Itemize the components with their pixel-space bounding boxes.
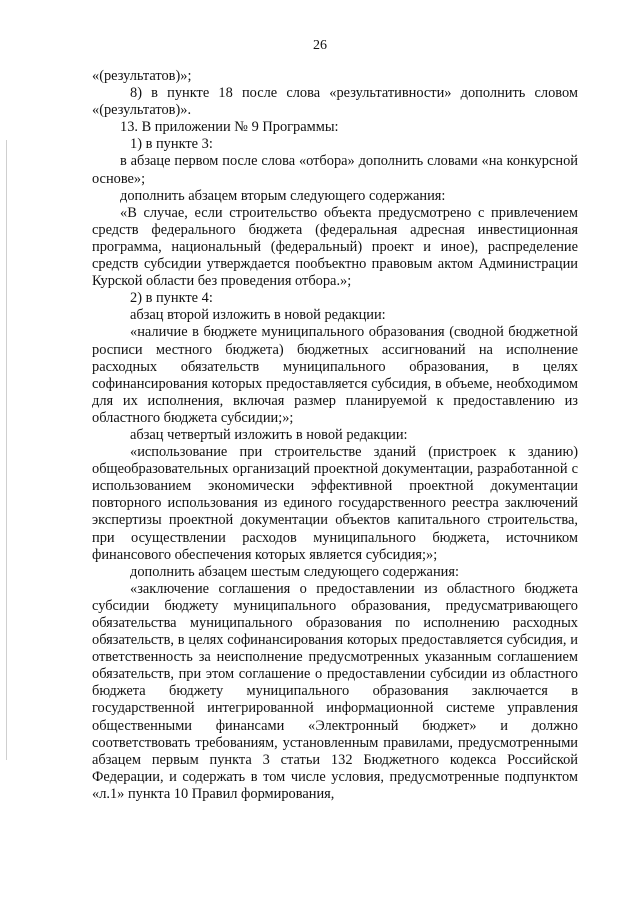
- paragraph: «В случае, если строительство объекта предусмотрено с привлечением средств федерального бюджета (федеральная адресная инвестиционная программа, национальный (федеральный) проект и иное), распределение средств субсидии утверждается пообъектно правовым актом Администрации Курской области без проведения отбора.»;: [92, 204, 578, 290]
- paragraph: «наличие в бюджете муниципального образования (сводной бюджетной росписи местного бюджета) бюджетных ассигнований на исполнение расходных обязательств муниципального образования, в целях софинансирования которых предоставляется субсидия, в объеме, необходимом для их исполнения, включая размер планируемой к предоставлению из областного бюджета субсидии;»;: [92, 324, 578, 426]
- paragraph: дополнить абзацем шестым следующего содержания:: [130, 563, 459, 580]
- document-body: [92, 68, 578, 803]
- paragraph: 1) в пункте 3:: [130, 136, 213, 153]
- paragraph: 2) в пункте 4:: [130, 290, 213, 307]
- page-number: 26: [313, 38, 327, 53]
- paragraph: «использование при строительстве зданий (пристроек к зданию) общеобразовательных организаций проектной документации, разработанной с использованием экономически эффективной проектной документации повторного использования из единого государственного реестра заключений экспертизы проектной документации объектов капитального строительства, при осуществлении расходов муниципального бюджета, источником финансового обеспечения которых является субсидия;»;: [92, 444, 578, 563]
- scan-edge-line: [6, 140, 7, 760]
- paragraph: 8) в пункте 18 после слова «результативности» дополнить словом «(результатов)».: [92, 85, 578, 119]
- paragraph: 13. В приложении № 9 Программы:: [120, 119, 339, 136]
- paragraph: абзац второй изложить в новой редакции:: [130, 307, 386, 324]
- paragraph: дополнить абзацем вторым следующего содержания:: [120, 187, 446, 204]
- paragraph: «(результатов)»;: [92, 68, 192, 84]
- paragraph: в абзаце первом после слова «отбора» дополнить словами «на конкурсной основе»;: [92, 153, 578, 187]
- paragraph: «заключение соглашения о предоставлении из областного бюджета субсидии бюджету муниципального образования, предусматривающего обязательства муниципального образования по исполнению расходных обязательств, в целях софинансирования которых предоставляется субсидия, и ответственность за неисполнение предусмотренных указанным соглашением обязательств, при этом соглашение о предоставлении субсидии из областного бюджета бюджету муниципального образования заключается в государственной интегрированной информационной системе управления общественными финансами «Электронный бюджет» и должно соответствовать требованиям, установленным правилами, предусмотренными абзацем первым пункта 3 статьи 132 Бюджетного кодекса Российской Федерации, и содержать в том числе условия, предусмотренные подпунктом «л.1» пункта 10 Правил формирования,: [92, 580, 578, 802]
- paragraph: абзац четвертый изложить в новой редакции:: [130, 426, 408, 443]
